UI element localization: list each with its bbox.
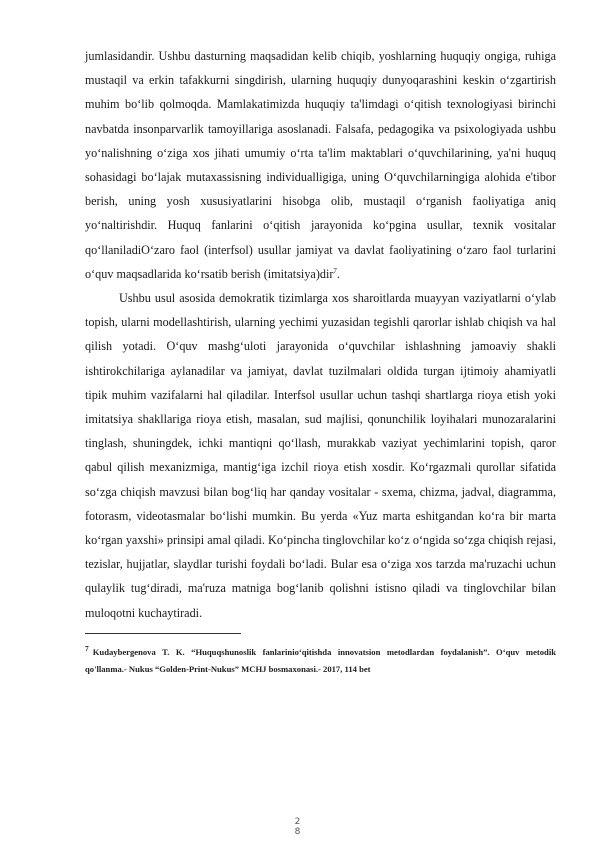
footnote-mark: 7: [85, 644, 89, 654]
body-paragraph-1: jumlasidandir. Ushbu dasturning maqsadidan kelib chiqib, yoshlarning huquqiy ongiga, ruhiga mustaqil va erkin tafakkurni singdirish, ularning huquqiy dunyoqarashini keskin o‘zgartirish muhim bo‘lib qolmoqda. Mamlakatimizda huquqiy ta'limdagi o‘qitish texnologiyasi birinchi navbatda insonparvarlik tamoyillariga asoslanadi. Falsafa, pedagogika va psixologiyada ushbu yo‘nalishning o‘ziga xos jihati umumiy o‘rta ta'lim maktablari o‘quvchilarining, ya'ni huquq sohasidagi bo‘lajak mutaxassisning individualligiga, uning O‘quvchilarningiga alohida e'tibor berish, uning yosh xususiyatlarini hisobga olib, mustaqil o‘rganish faoliyatiga aniq yo‘naltirishdir. Huquq fanlarini o‘qitish jarayonida ko‘pgina usullar, texnik vositalar qo‘llaniladiO‘zaro faol (interfsol) usullar jamiyat va davlat faoliyatining o‘zaro faol turlarini o‘quv maqsadlarida ko‘rsatib berish (imitatsiya)dir$^7$.: [85, 49, 556, 281]
body-paragraph-2: [85, 286, 556, 625]
paragraph-text: Ushbu usul asosida demokratik tizimlarga xos sharoitlarda muayyan vaziyatlarni o‘ylab topish, ularni modellashtirish, ularning yechimi yuzasidan tegishli qarorlar ishlab chiqish va hal qilish yotadi. O‘quv mashg‘uloti jarayonida o‘quvchilar ishlashning jamoaviy shakli ishtirokchilariga aylanadilar va jamiyat, davlat tuzilmalari oldida turgan ijtimoiy ahamiyatli tipik muhim vazifalarni hal qiladilar. Interfsol usullar uchun tashqi shartlarga rioya etish yoki imitatsiya shakllariga rioya etish, masalan, sud majlisi, qonunchilik loyihalari munozaralarini tinglash, shuningdek, ichki mantiqni qo‘llash, murakkab vaziyat yechimlarini topish, qaror qabul qilish mexanizmiga, mantig‘iga izchil rioya etish xosdir. Ko‘rgazmali qurollar sifatida so‘zga chiqish mavzusi bilan bog‘liq har qanday vositalar - sxema, chizma, jadval, diagramma, fotorasm, videotasmalar bo‘lishi mumkin. Bu yerda «Yuz marta eshitgandan ko‘ra bir marta ko‘rgan yaxshi» prinsipi amal qiladi. Ko‘pincha tinglovchilar ko‘z o‘ngida so‘zga chiqish rejasi, tezislar, hujjatlar, slaydlar turishi foydali bo‘ladi. Bular esa o‘ziga xos tarzda ma'ruzachi uchun qulaylik tug‘diradi, ma'ruza matniga bog‘lanib qolishni istisno qiladi va tinglovchilar bilan muloqotni kuchaytiradi.: [85, 291, 556, 620]
page-number: [0, 817, 595, 837]
page-number-digit-2: 8: [294, 827, 301, 837]
paragraph-text: jumlasidandir. Ushbu dasturning maqsadidan kelib chiqib, yoshlarning huquqiy ongiga, ruhiga mustaqil va erkin tafakkurni singdirish, ularning huquqiy dunyoqarashini keskin o‘zgartirish muhim bo‘lib qolmoqda. Mamlakatimizda huquqiy ta'limdagi o‘qitish texnologiyasi birinchi navbatda insonparvarlik tamoyillariga asoslanadi. Falsafa, pedagogika va psixologiyada ushbu yo‘nalishning o‘ziga xos jihati umumiy o‘rta ta'lim maktablari o‘quvchilarining, ya'ni huquq sohasidagi bo‘lajak mutaxassisning individualligiga, uning O‘quvchilarningiga alohida e'tibor berish, uning yosh xususiyatlarini hisobga olib, mustaqil o‘rganish faoliyatiga aniq yo‘naltirishdir. Huquq fanlarini o‘qitish jarayonida ko‘pgina usullar, texnik vositalar qo‘llaniladiO‘zaro faol (interfsol) usullar jamiyat va davlat faoliyatining o‘zaro faol turlarini o‘quv maqsadlarida ko‘rsatib berish (imitatsiya)dir: [85, 49, 556, 281]
footnote-reference[interactable]: 7: [333, 266, 337, 275]
footnote-divider: [85, 633, 241, 634]
footnote-text: Kudaybergenova T. K. “Huquqshunoslik fanlarinio‘qitishda innovatsion metodlardan foydalanish”. O‘quv metodik qo'llanma.- Nukus “Golden-Print-Nukus” MCHJ bosmaxonasi.- 2017, 114 bet: [85, 646, 556, 674]
footnote: [85, 644, 556, 678]
page-number-digit-1: 2: [294, 817, 301, 827]
document-page: [85, 44, 556, 678]
